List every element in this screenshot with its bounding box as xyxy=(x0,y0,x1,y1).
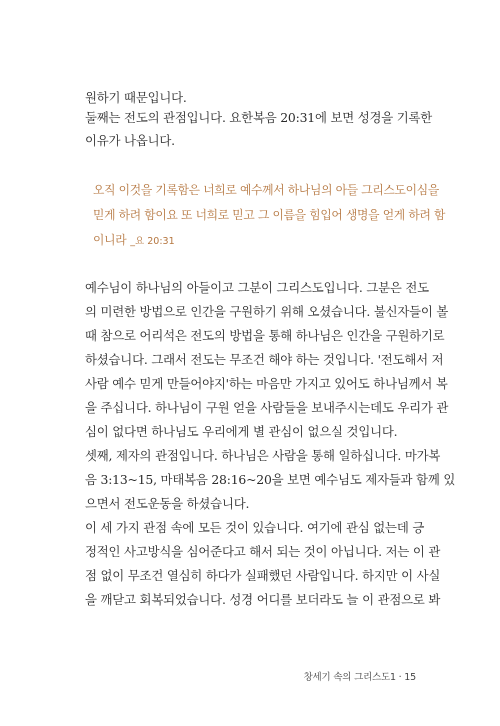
body-line: 을 깨닫고 회복되었습니다. 성경 어디를 보더라도 늘 이 관점으로 봐 xyxy=(85,592,441,607)
body-line: 이 세 가지 관점 속에 모든 것이 있습니다. 여기에 관심 없는데 긍 xyxy=(85,520,425,535)
body-line: 때 참으로 어리석은 전도의 방법을 통해 하나님은 인간을 구원하기로 xyxy=(85,328,445,343)
body-line: 예수님이 하나님의 아들이고 그분이 그리스도입니다. 그분은 전도 xyxy=(85,280,429,295)
body-line: 하셨습니다. 그래서 전도는 무조건 해야 하는 것입니다. '전도해서 저 xyxy=(85,352,444,367)
body-line: 을 주십니다. 하나님이 구원 얻을 사람들을 보내주시는데도 우리가 관 xyxy=(85,400,449,415)
body-line: 점 없이 무조건 열심히 하다가 실패했던 사람입니다. 하지만 이 사실 xyxy=(85,568,441,583)
body-line: 사람 예수 믿게 만들어야지'하는 마음만 가지고 있어도 하나님께서 복 xyxy=(85,376,448,391)
page-footer: 창세기 속의 그리스도1 · 15 xyxy=(303,672,416,683)
body-line: 음 3:13~15, 마태복음 28:16~20을 보면 예수님도 제자들과 함께 있 xyxy=(85,472,456,487)
body-line: 셋째, 제자의 관점입니다. 하나님은 사람을 통해 일하십니다. 마가복 xyxy=(85,448,441,463)
body-line: 둘째는 전도의 관점입니다. 요한복음 20:31에 보면 성경을 기록한 xyxy=(85,110,433,125)
body-line: 으면서 전도운동을 하셨습니다. xyxy=(85,496,250,511)
quote-line-text: 이니라 xyxy=(93,233,127,247)
body-line: 의 미련한 방법으로 인간을 구원하기 위해 오셨습니다. 불신자들이 볼 xyxy=(85,304,449,319)
quote-line: 오직 이것을 기록함은 너희로 예수께서 하나님의 아들 그리스도이심을 xyxy=(93,183,439,197)
quote-line: 믿게 하려 함이요 또 너희로 믿고 그 이름을 힘입어 생명을 얻게 하려 함 xyxy=(93,208,446,222)
scripture-reference: _요 20:31 xyxy=(130,236,175,247)
body-line: 심이 없다면 하나님도 우리에게 별 관심이 없으실 것입니다. xyxy=(85,424,398,439)
body-line: 정적인 사고방식을 심어준다고 해서 되는 것이 아닙니다. 저는 이 관 xyxy=(85,544,441,559)
body-line: 원하기 때문입니다. xyxy=(85,90,187,105)
quote-last-line xyxy=(93,230,413,252)
body-line: 이유가 나옵니다. xyxy=(85,133,175,148)
